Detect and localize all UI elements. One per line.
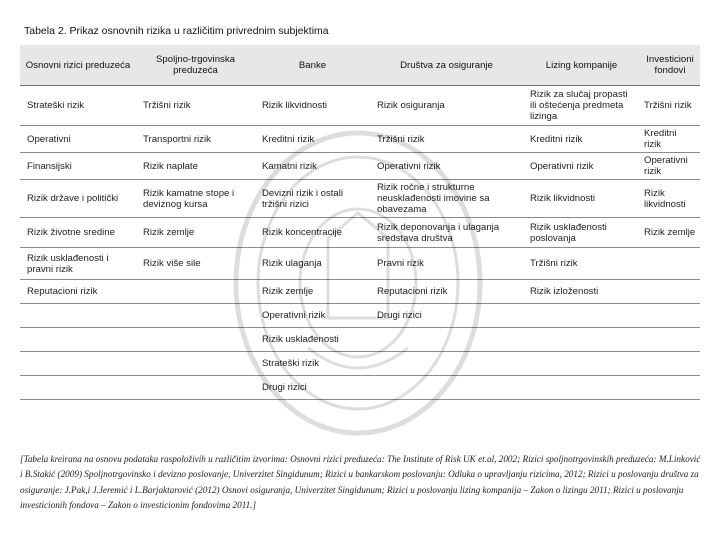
table-cell: Rizik za slučaj propasti ili oštećenja predmeta lizinga (523, 86, 640, 126)
table-cell: Tržišni rizik (640, 86, 700, 126)
header-basic-risks: Osnovni rizici preduzeća (20, 45, 136, 86)
table-cell (523, 376, 640, 400)
table-row (20, 126, 700, 153)
table-cell: Kreditni rizik (640, 126, 700, 153)
table-cell: Rizik ulaganja (255, 248, 370, 280)
table-cell: Rizik deponovanja i ulaganja sredstava društva (370, 218, 523, 248)
header-foreign-trade: Spoljno-trgovinska preduzeća (136, 45, 255, 86)
table-cell: Rizik usklađenosti i pravni rizik (20, 248, 136, 280)
table-cell: Rizik osiguranja (370, 86, 523, 126)
table-cell (523, 304, 640, 328)
table-cell: Strateški rizik (20, 86, 136, 126)
table-cell: Rizik izloženosti (523, 280, 640, 304)
table-cell: Rizik više sile (136, 248, 255, 280)
table-cell: Pravni rizik (370, 248, 523, 280)
table-row (20, 280, 700, 304)
table-cell (640, 328, 700, 352)
table-cell: Rizik životne sredine (20, 218, 136, 248)
table-cell: Rizik zemlje (640, 218, 700, 248)
table-cell (370, 328, 523, 352)
table-cell (523, 352, 640, 376)
header-banks: Banke (255, 45, 370, 86)
table-cell (640, 248, 700, 280)
table-cell: Rizik ročne i strukturne neusklađenosti imovine sa obavezama (370, 180, 523, 218)
table-cell: Kreditni rizik (255, 126, 370, 153)
table-cell (640, 376, 700, 400)
table-cell: Tržišni rizik (136, 86, 255, 126)
table-cell: Rizik naplate (136, 153, 255, 180)
table-cell: Rizik likvidnosti (640, 180, 700, 218)
table-cell (20, 376, 136, 400)
table-cell (136, 304, 255, 328)
table-cell: Drugi rizici (370, 304, 523, 328)
table-row (20, 352, 700, 376)
table-row (20, 153, 700, 180)
table-cell: Drugi rizici (255, 376, 370, 400)
table-cell (370, 376, 523, 400)
table-cell: Rizik likvidnosti (523, 180, 640, 218)
table-cell: Rizik usklađenosti poslovanja (523, 218, 640, 248)
table-cell (20, 352, 136, 376)
table-cell (640, 280, 700, 304)
header-leasing: Lizing kompanije (523, 45, 640, 86)
table-cell: Rizik usklađenosti (255, 328, 370, 352)
table-cell: Rizik likvidnosti (255, 86, 370, 126)
table-cell: Rizik kamatne stope i deviznog kursa (136, 180, 255, 218)
table-cell: Operativni rizik (255, 304, 370, 328)
table-cell (136, 352, 255, 376)
table-cell (136, 376, 255, 400)
table-row (20, 304, 700, 328)
table-cell: Rizik države i politički (20, 180, 136, 218)
table-row (20, 248, 700, 280)
table-cell: Reputacioni rizik (370, 280, 523, 304)
table-cell (136, 280, 255, 304)
header-insurance: Društva za osiguranje (370, 45, 523, 86)
table-cell: Transportni rizik (136, 126, 255, 153)
source-note: [Tabela kreirana na osnovu podataka raspoloživih u različitim izvorima: Osnovni rizici preduzeća: The Institute of Risk UK et.al, 2002; Rizici spoljnotrgovinskih preduzeća: M.Linković i B.Stakić (2009) Spoljnotrgovinsko i devizno poslovanje, Univerzitet Singidunum; Rizici u bankarskom poslovanju: Odluka o upravljanju rizicima, 2012; Rizici u poslovanju društva za osiguranje: J.Pak,i J.Jeremić i L.Barjaktarović (2012) Osnovi osiguranja, Univerzitet Singidunum; Rizici u poslovanju lizing kompanija – Zakon o lizingu 2011; Rizici u poslovanju investicionih fondova – Zakon o investicionim fondovima 2011.] (20, 454, 701, 511)
table-cell (370, 352, 523, 376)
table-cell: Operativni (20, 126, 136, 153)
table-cell (20, 304, 136, 328)
table-cell: Rizik zemlje (255, 280, 370, 304)
table-title: Tabela 2. Prikaz osnovnih rizika u različitim privrednim subjektima (24, 25, 329, 37)
table-cell: Kreditni rizik (523, 126, 640, 153)
table-row (20, 180, 700, 218)
table-row (20, 376, 700, 400)
table-cell: Kamatni rizik (255, 153, 370, 180)
table-cell: Operativni rizik (370, 153, 523, 180)
table-row (20, 218, 700, 248)
table-cell (523, 328, 640, 352)
table-cell: Operativni rizik (640, 153, 700, 180)
header-investment-funds: Investicioni fondovi (640, 45, 700, 86)
risk-table (20, 45, 700, 400)
table-cell: Strateški rizik (255, 352, 370, 376)
table-cell (20, 328, 136, 352)
table-cell: Finansijski (20, 153, 136, 180)
table-header-row (20, 45, 700, 86)
table-body (20, 86, 700, 400)
table-cell: Reputacioni rizik (20, 280, 136, 304)
table-row (20, 86, 700, 126)
table-cell: Tržišni rizik (523, 248, 640, 280)
table-cell: Rizik zemlje (136, 218, 255, 248)
table-cell: Devizni rizik i ostali tržišni rizici (255, 180, 370, 218)
table-cell: Operativni rizik (523, 153, 640, 180)
table-cell: Rizik koncentracije (255, 218, 370, 248)
table-cell (640, 304, 700, 328)
table-cell (640, 352, 700, 376)
table-cell: Tržišni rizik (370, 126, 523, 153)
table-row (20, 328, 700, 352)
table-cell (136, 328, 255, 352)
